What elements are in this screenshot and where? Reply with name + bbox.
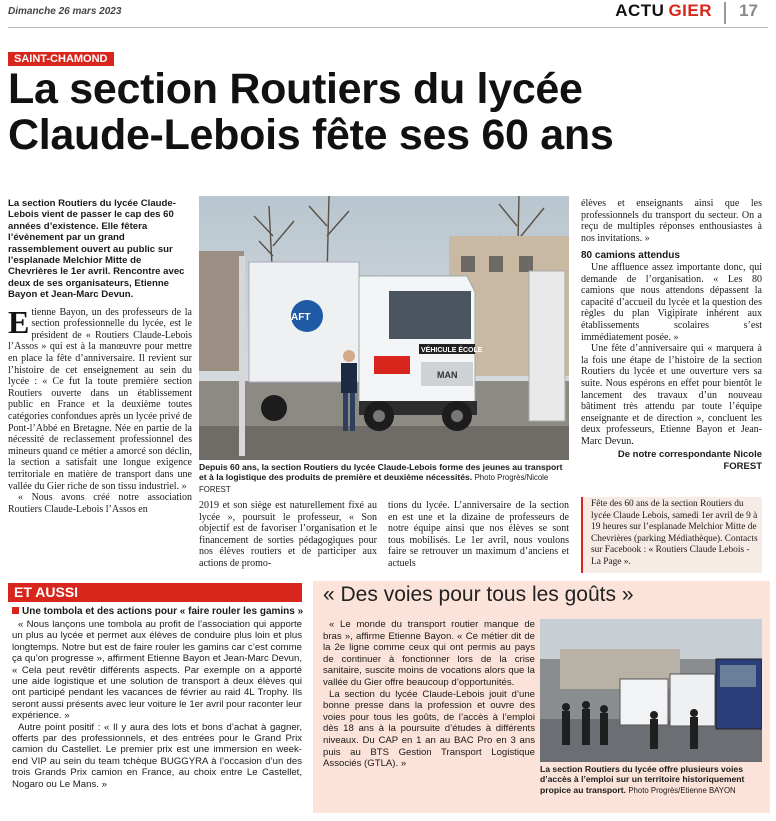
et-aussi-paragraph-2: Autre point positif : « Il y aura des lots et bons d’achat à gagner, offerts par des professionnels, et des entrées pour le Grand Prix camion du Castellet. Le premier prix est une immersion en week-end VIP au sein du team tchèque BUGGYRA à l’occasion d’un des trois Grands Prix camion en France, au choix entre Le Castellet, Nogaro ou Le Mans. » [12,721,302,790]
article-column-3 [388,500,569,570]
voies-title: « Des voies pour tous les goûts » [323,583,634,606]
article-column-1 [8,198,192,515]
et-aussi-paragraph-1: « Nous lançons une tombola au profit de l’association qui apporte un plus au lycée et permet aux élèves de conduire plus loin et plus longtemps. Notre but est de faire rouler les gamins car c’est comme ça qu’on progresse », affirment Etienne Bayon et Jean-Marc Devun, « Cela peut revêtir différents aspects. Par exemple on a apporté une aide logistique et une solution de transport à deux élèves qui ont participé pendant les vacances de février au raid 4L Trophy. Ils seront aussi présents avec leur voiture le 1er avril pour raconter leur expérience. » [12,619,302,722]
article-paragraph-2: « Nous avons créé notre association Routiers Claude-Lebois l’Assos en [8,492,192,515]
article-column-3-text: tions du lycée. L’anniversaire de la section en est une et la dizaine de professeurs de notre équipe ainsi que nos élèves se sont tous mobilisés. Le 1er avril, nous voulons faire se retrouver un maximum d’anciens et actuels [388,500,569,569]
dropcap: E [8,303,30,340]
truck-brand-logo: AFT [291,312,311,323]
trucks-photo-illustration [540,619,762,762]
article-paragraph-1-text: tienne Bayon, un des professeurs de la section professionnelle du lycée, est le président de « Routiers Claude-Lebois l’Assos » qui est à la manœuvre pour mettre en place la fête d’anniversaire. Il revient sur l’histoire de cet enseignement au sein du lycée : « Ce fut la toute première section Routiers ouverte dans un établissement public en France et la deuxième toutes catégories confondues après un lycée privé de Pont-l’Abbé en Bretagne. Née en partie de la nécessité de reclassement professionnel des mineurs quand ce métier a amorcé son déclin, la section a satisfait une longue exigence territoriale en matière de transport dans une vallée du Gier riche de son tissu industriel. » [8,306,192,492]
voies-box [313,581,770,813]
header-divider [724,2,726,24]
page-number: 17 [739,1,758,20]
article-paragraph-1 [8,303,192,493]
article-column-4-paragraph-3: Une fête d’anniversaire qui « marquera à la fois une étape de l’histoire de la section Routiers du lycée et une ouverture vers sa suite. Nous espérons en effet pour bientôt le lancement des travaux d’un nouveau bâtiment très attendu par toute l’équipe enseignante et de direction », concluent les deux professeurs, Etienne Bayon et Jean-Marc Devun. [581,343,762,447]
ecole-sign: VÉHICULE ÉCOLE [421,347,483,354]
photo-1-caption [199,462,569,495]
article-column-4 [581,198,762,473]
issue-date: Dimanche 26 mars 2023 [8,6,122,17]
photo-2-caption-text: La section Routiers du lycée offre plusieurs voies d’accès à l’emploi sur un territoire historiquement propice au transport. [540,764,745,795]
truck-photo-illustration [199,196,569,460]
brand-gier: GIER [668,1,712,20]
article-column-2-text: 2019 et son siège est naturellement fixé au lycée », poursuit le professeur, « Son objectif est de favoriser l’organisation et le financement de sorties pédagogiques pour nos élèves routiers et de participer aux actions de promo- [199,500,377,569]
photo-2-credit: Photo Progrès/Etienne BAYON [628,785,736,795]
headline-line-2: Claude-Lebois fête ses 60 ans [8,111,614,159]
subhead-80-camions: 80 camions attendus [581,250,680,262]
article-lead: La section Routiers du lycée Claude-Lebois vient de passer le cap des 60 années d’existence. Elle fêtera l’évènement par un grand rassemblement ouvert au public sur l’esplanade Melchior Mitte de Chevrières le 1er avril. Rencontre avec deux de ses organisateurs, Etienne Bayon et Jean-Marc Devun. [8,198,185,301]
truck-make: MAN [437,370,458,380]
red-square-bullet-icon [12,607,19,614]
article-column-4-paragraph-1: élèves et enseignants ainsi que les professionnels du transport du secteur. On a reçu de multiples réponses enthousiastes à nos invitations. » [581,198,762,244]
voies-paragraph-2: La section du lycée Claude-Lebois jouit d’une bonne presse dans la profession et ouvre des voies pour tous les goûts, de l’accès à l’emploi dès 18 ans à la poursuite d’études à différents niveaux. Du CAP en 1 an au BAC Pro en 3 ans puis au BTS Gestion Transport Logistique Associés (GTLA). » [323,688,535,770]
headline-line-1: La section Routiers du lycée [8,65,583,113]
trucks-photo [540,619,762,762]
article-column-4-paragraph-2: Une affluence assez importante donc, qui demande de l’organisation. « Les 80 camions que nous attendons dépassent la capacité d’accueil du lycée et la question des règles du plan Vigipirate inhérent aux établissements scolaires s’est immédiatement posée. » [581,261,762,343]
article-column-2 [199,500,377,570]
et-aussi-body [12,619,302,790]
author-signature: De notre correspondante Nicole FOREST [617,449,762,473]
photo-1-caption-text: Depuis 60 ans, la section Routiers du lycée Claude-Lebois forme des jeunes au transport et à la logistique des produits de première et deuxième nécessités. [199,462,563,483]
truck-photo [199,196,569,460]
voies-body [323,619,535,770]
headline [8,66,768,158]
brand-actu: ACTU [615,1,665,20]
header-rule [8,27,768,28]
et-aussi-label: ET AUSSI [8,583,302,602]
photo-1-credit: Photo Progrès/Nicole FOREST [199,473,549,494]
et-aussi-subtitle-text: Une tombola et des actions pour « faire rouler les gamins » [22,606,304,617]
kicker-location: SAINT-CHAMOND [8,52,114,66]
event-info-box: Fête des 60 ans de la section Routiers du lycée Claude Lebois, samedi 1er avril de 9 à 19 heures sur l’esplanade Melchior Mitte de Chevrières (parking Médiathèque). Contacts sur Facebook : « Routiers Claude Lebois - La Page ». [581,497,762,573]
et-aussi-subtitle [12,606,303,617]
voies-paragraph-1: « Le monde du transport routier manque de bras », affirme Etienne Bayon. « Ce métier dit de la 2e ligne comme ceux qui ont permis au pays de continuer à fonctionner lors de la crise sanitaire, suscite moins de vocations alors que la vallée du Gier offre beaucoup d’opportunités. [323,619,535,688]
photo-2-caption [540,764,762,796]
section-brand [615,1,712,21]
